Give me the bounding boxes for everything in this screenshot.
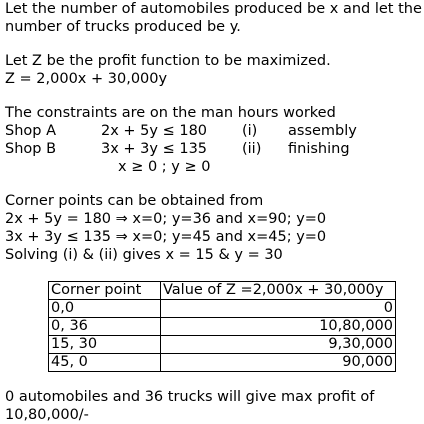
z-value-cell: 90,000: [161, 354, 396, 372]
z-value-cell: 10,80,000: [161, 318, 396, 336]
constraint-row-shop-b: [5, 140, 421, 158]
constraint-number: (i): [242, 123, 258, 139]
shop-label: Shop A: [5, 123, 56, 139]
conclusion: [5, 388, 421, 424]
corner-point-cell: 15, 30: [49, 336, 161, 354]
constraints-heading: The constraints are on the man hours worked: [5, 105, 336, 121]
corner-point-cell: 0,0: [49, 300, 161, 318]
constraint-expression: 3x + 3y ≤ 135: [101, 141, 208, 157]
table-header-row: [49, 282, 396, 300]
shop-label: Shop B: [5, 141, 57, 157]
intro-line-1: Let the number of automobiles produced be x and let the: [5, 1, 422, 17]
column-header-value-of-z: Value of Z =2,000x + 30,000y: [161, 282, 396, 300]
solution-text: [5, 0, 421, 264]
table-row: [49, 300, 396, 318]
column-header-corner-point: Corner point: [49, 282, 161, 300]
nonnegativity-constraint: x ≥ 0 ; y ≥ 0: [118, 159, 211, 175]
intro-line-2: number of trucks produced be y.: [5, 19, 241, 35]
constraint-number: (ii): [242, 141, 262, 157]
table-row: [49, 336, 396, 354]
constraint-expression: 2x + 5y ≤ 180: [101, 123, 208, 139]
conclusion-line-2: 10,80,000/-: [5, 407, 89, 423]
corner-point-cell: 0, 36: [49, 318, 161, 336]
nonnegativity-row: [5, 158, 421, 176]
z-value-cell: 0: [161, 300, 396, 318]
department-label: assembly: [288, 123, 357, 139]
corner-line-2: 3x + 3y ≤ 135 ⇒ x=0; y=45 and x=45; y=0: [5, 229, 327, 245]
z-value-cell: 9,30,000: [161, 336, 396, 354]
conclusion-line-1: 0 automobiles and 36 trucks will give max profit of: [5, 389, 375, 405]
table-row: [49, 318, 396, 336]
table-row: [49, 354, 396, 372]
corner-line-1: 2x + 5y = 180 ⇒ x=0; y=36 and x=90; y=0: [5, 211, 327, 227]
corner-point-cell: 45, 0: [49, 354, 161, 372]
corner-points-heading: Corner points can be obtained from: [5, 193, 264, 209]
objective-line-1: Let Z be the profit function to be maximized.: [5, 53, 331, 69]
corner-line-3: Solving (i) & (ii) gives x = 15 & y = 30: [5, 247, 283, 263]
corner-point-table: [48, 281, 396, 372]
constraint-row-shop-a: [5, 122, 421, 140]
department-label: finishing: [288, 141, 350, 157]
objective-function: Z = 2,000x + 30,000y: [5, 71, 168, 87]
